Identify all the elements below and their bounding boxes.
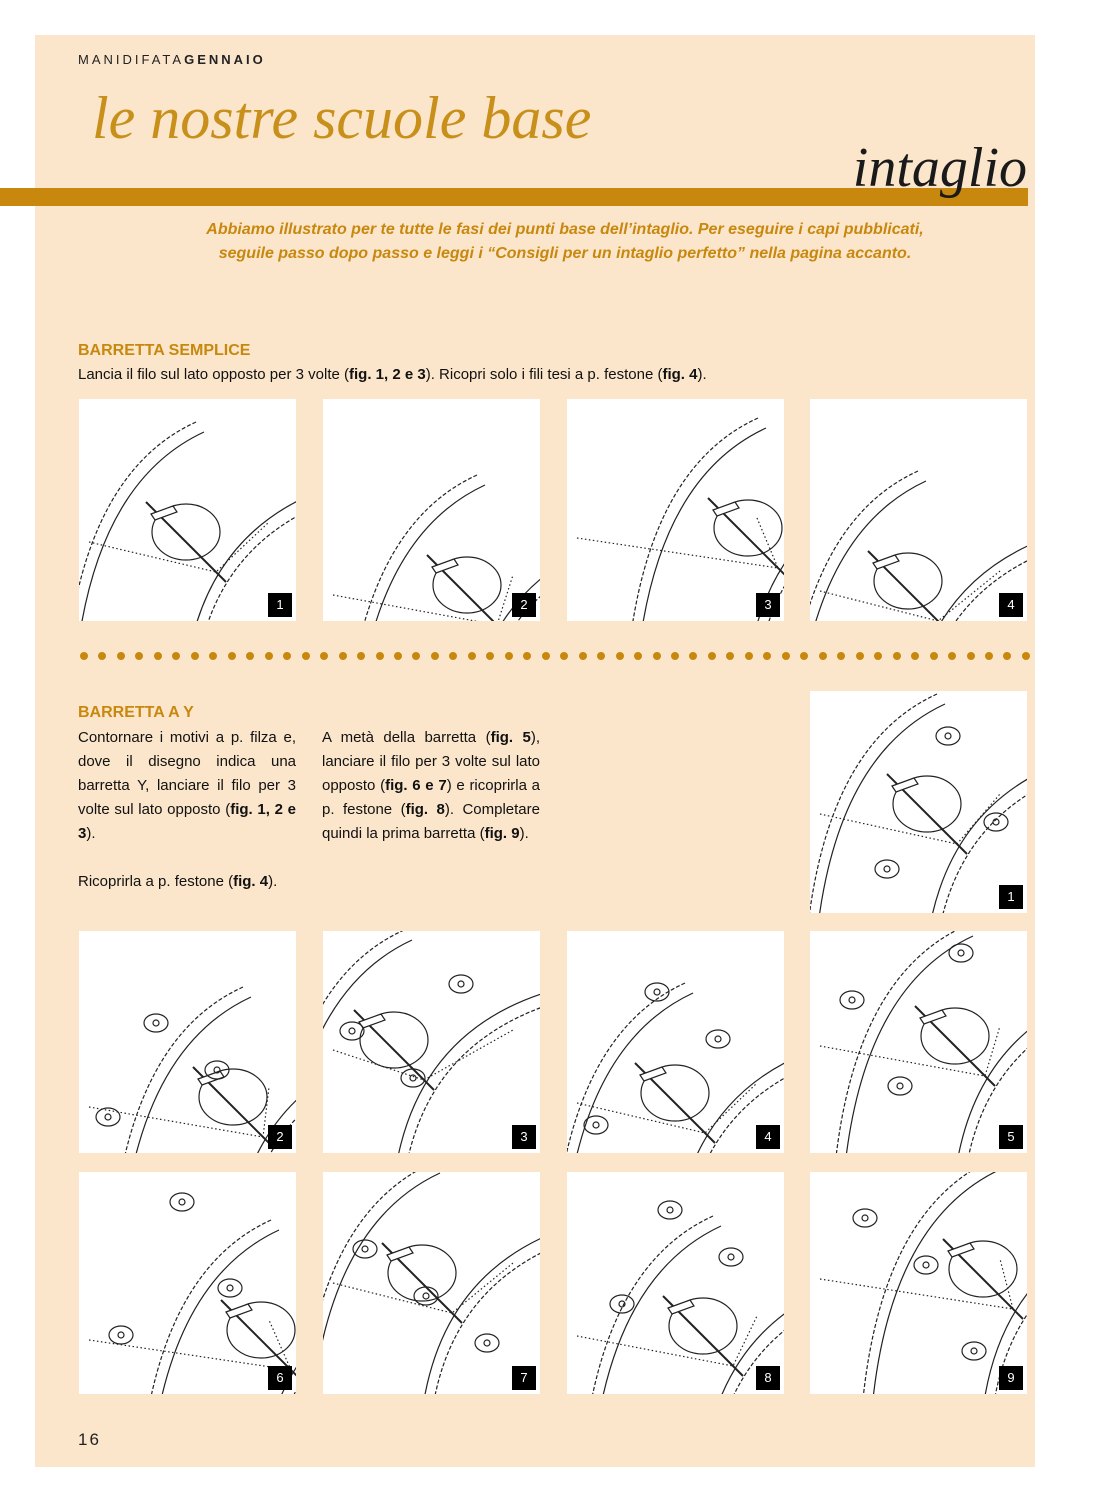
figure-barretta-y bbox=[810, 1172, 1027, 1394]
figure-number: 3 bbox=[756, 593, 780, 617]
figure-number: 6 bbox=[268, 1366, 292, 1390]
divider-dot bbox=[246, 652, 254, 660]
divider-dot bbox=[357, 652, 365, 660]
divider-dot bbox=[228, 652, 236, 660]
divider-dot bbox=[117, 652, 125, 660]
divider-dot bbox=[837, 652, 845, 660]
divider-dot bbox=[653, 652, 661, 660]
magazine-name: MANIDIFATA bbox=[78, 52, 185, 67]
divider-dot bbox=[689, 652, 697, 660]
divider-dot bbox=[985, 652, 993, 660]
divider-dot bbox=[486, 652, 494, 660]
embroidery-illustration bbox=[323, 399, 540, 621]
figure-barretta-y bbox=[810, 931, 1027, 1153]
figure-number: 4 bbox=[756, 1125, 780, 1149]
divider-dot bbox=[967, 652, 975, 660]
divider-dot bbox=[523, 652, 531, 660]
intro-line-2: seguile passo dopo passo e leggi i “Consigli per un intaglio perfetto” nella pagina accanto. bbox=[218, 245, 912, 262]
divider-dot bbox=[505, 652, 513, 660]
divider-dot bbox=[449, 652, 457, 660]
section2-column-1: Contornare i motivi a p. filza e, dove il disegno indica una barretta Y, lanciare il filo per 3 volte sul lato opposto (fig. 1, 2 e 3). Ricoprirla a p. festone (fig. 4). bbox=[78, 729, 296, 890]
divider-dot bbox=[782, 652, 790, 660]
divider-dot bbox=[376, 652, 384, 660]
figure-number: 8 bbox=[756, 1366, 780, 1390]
divider-dot bbox=[542, 652, 550, 660]
divider-dot bbox=[708, 652, 716, 660]
embroidery-illustration bbox=[810, 931, 1027, 1153]
divider-dot bbox=[431, 652, 439, 660]
embroidery-illustration bbox=[810, 399, 1027, 621]
divider-dot bbox=[135, 652, 143, 660]
embroidery-illustration bbox=[79, 931, 296, 1153]
divider-dot bbox=[819, 652, 827, 660]
embroidery-illustration bbox=[567, 1172, 784, 1394]
divider-dot bbox=[579, 652, 587, 660]
figure-number: 7 bbox=[512, 1366, 536, 1390]
divider-dot bbox=[191, 652, 199, 660]
section-text-barretta-semplice: Lancia il filo sul lato opposto per 3 volte (fig. 1, 2 e 3). Ricopri solo i fili tesi a p. festone (fig. 4). bbox=[78, 366, 707, 383]
embroidery-illustration bbox=[567, 399, 784, 621]
figure-number: 9 bbox=[999, 1366, 1023, 1390]
divider-dot bbox=[616, 652, 624, 660]
divider-dot bbox=[98, 652, 106, 660]
divider-dot bbox=[745, 652, 753, 660]
section-title-barretta-semplice: BARRETTA SEMPLICE bbox=[78, 342, 251, 359]
embroidery-illustration bbox=[567, 931, 784, 1153]
embroidery-illustration bbox=[323, 1172, 540, 1394]
divider-dot bbox=[394, 652, 402, 660]
figure-barretta-y bbox=[567, 931, 784, 1153]
figure-barretta-semplice bbox=[79, 399, 296, 621]
figure-number: 4 bbox=[999, 593, 1023, 617]
divider-dot bbox=[671, 652, 679, 660]
figure-barretta-y bbox=[810, 691, 1027, 913]
divider-dot bbox=[874, 652, 882, 660]
divider-dot bbox=[634, 652, 642, 660]
divider-dot bbox=[1003, 652, 1011, 660]
divider-dot bbox=[172, 652, 180, 660]
intro-line-1: Abbiamo illustrato per te tutte le fasi dei punti base dell’intaglio. Per eseguire i capi pubblicati, bbox=[206, 221, 924, 238]
divider-dot bbox=[468, 652, 476, 660]
divider-dot bbox=[856, 652, 864, 660]
embroidery-illustration bbox=[810, 1172, 1027, 1394]
embroidery-illustration bbox=[323, 931, 540, 1153]
figure-barretta-semplice bbox=[810, 399, 1027, 621]
section-subject: intaglio bbox=[852, 137, 1027, 199]
divider-dot bbox=[154, 652, 162, 660]
figure-barretta-y bbox=[79, 931, 296, 1153]
figure-barretta-semplice bbox=[567, 399, 784, 621]
divider-dot bbox=[80, 652, 88, 660]
divider-dot bbox=[302, 652, 310, 660]
divider-dot bbox=[930, 652, 938, 660]
figure-barretta-y bbox=[567, 1172, 784, 1394]
embroidery-illustration bbox=[79, 1172, 296, 1394]
divider-dot bbox=[265, 652, 273, 660]
figure-number: 3 bbox=[512, 1125, 536, 1149]
figure-barretta-y bbox=[79, 1172, 296, 1394]
section2-column-2: A metà della barretta (fig. 5), lanciare il filo per 3 volte sul lato opposto (fig. 6 e 7) e ricoprirla a p. festone (fig. 8). Completare quindi la prima barretta (fig. 9). bbox=[322, 729, 540, 842]
issue-month: GENNAIO bbox=[184, 52, 266, 67]
divider-dot bbox=[800, 652, 808, 660]
divider-dot bbox=[283, 652, 291, 660]
divider-dot bbox=[1022, 652, 1030, 660]
page-title: le nostre scuole base bbox=[92, 85, 592, 151]
embroidery-illustration bbox=[810, 691, 1027, 913]
divider-dot bbox=[726, 652, 734, 660]
intro-text bbox=[150, 218, 980, 266]
divider-dot bbox=[320, 652, 328, 660]
page-number: 16 bbox=[78, 1430, 101, 1449]
embroidery-illustration bbox=[79, 399, 296, 621]
figure-barretta-semplice bbox=[323, 399, 540, 621]
figure-barretta-y bbox=[323, 931, 540, 1153]
divider-dot bbox=[893, 652, 901, 660]
divider-dot bbox=[339, 652, 347, 660]
figure-number: 1 bbox=[999, 885, 1023, 909]
divider-dot bbox=[948, 652, 956, 660]
divider-dot bbox=[209, 652, 217, 660]
figure-barretta-y bbox=[323, 1172, 540, 1394]
figure-number: 2 bbox=[268, 1125, 292, 1149]
divider-dot bbox=[560, 652, 568, 660]
divider-dot bbox=[597, 652, 605, 660]
divider-dot bbox=[763, 652, 771, 660]
figure-number: 2 bbox=[512, 593, 536, 617]
section-title-barretta-y: BARRETTA A Y bbox=[78, 704, 194, 721]
divider-dot bbox=[911, 652, 919, 660]
dotted-divider bbox=[80, 652, 1030, 662]
figure-number: 1 bbox=[268, 593, 292, 617]
running-header bbox=[78, 52, 266, 67]
figure-number: 5 bbox=[999, 1125, 1023, 1149]
divider-dot bbox=[412, 652, 420, 660]
